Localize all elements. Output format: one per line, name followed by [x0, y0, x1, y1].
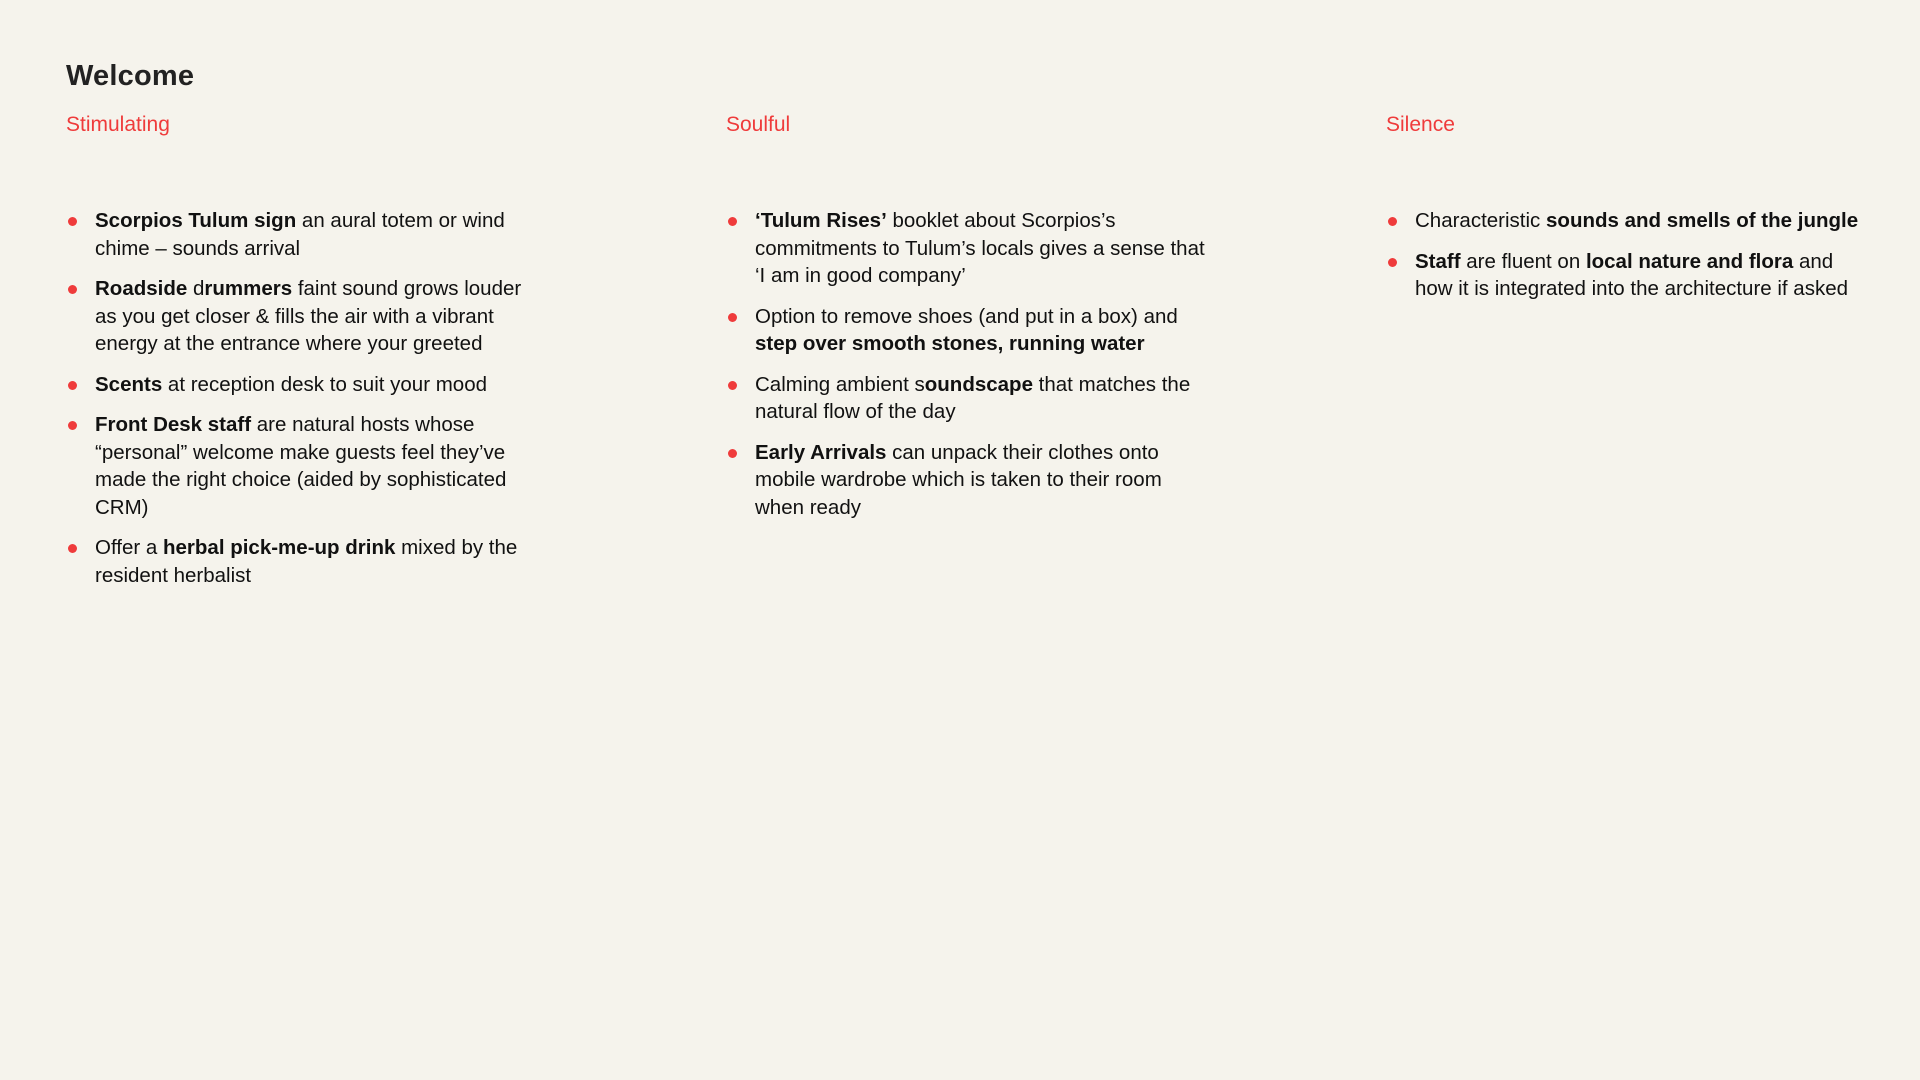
bold-text: herbal pick-me-up drink [163, 536, 396, 559]
list-item [1386, 207, 1866, 235]
body-text: that matches the natural flow of the day [755, 372, 1191, 423]
body-text: Characteristic [1415, 209, 1547, 232]
bullet-dot-icon [1388, 217, 1397, 226]
body-text: can unpack their clothes onto mobile wardrobe which is taken to their room when ready [755, 440, 1162, 519]
list-item [1386, 248, 1866, 303]
column-heading: Silence [1386, 113, 1455, 136]
bold-text: Staff [1415, 249, 1461, 273]
column-silence [1386, 110, 1866, 300]
body-text: d [187, 277, 205, 300]
list-item [726, 439, 1206, 522]
bold-text: sounds and smells of the jungle [1546, 209, 1859, 232]
bullet-dot-icon [68, 381, 77, 390]
body-text: an aural totem or wind chime – sounds arrival [95, 209, 505, 260]
body-text: at reception desk to suit your mood [162, 372, 487, 396]
bold-text: local nature and flora [1585, 249, 1794, 273]
bold-text: Roadside [95, 277, 188, 300]
list-item [726, 371, 1206, 426]
list-item [66, 275, 546, 358]
body-text: Calming ambient s [755, 372, 925, 396]
list-item [66, 534, 546, 589]
bold-text: oundscape [924, 372, 1033, 396]
bullet-dot-icon [1388, 258, 1397, 267]
list-item [66, 371, 546, 399]
bold-text: Scorpios Tulum sign [95, 209, 297, 232]
bullet-list [66, 207, 546, 602]
bullet-dot-icon [728, 381, 737, 390]
bold-text: step over smooth stones, running water [755, 332, 1145, 355]
body-text: mixed by the resident herbalist [95, 536, 518, 587]
body-text: are natural hosts whose “personal” welcome make guests feel they’ve made the right choice (aided by sophisticated CRM) [95, 413, 507, 519]
bullet-dot-icon [68, 217, 77, 226]
bold-text: Early Arrivals [755, 440, 887, 464]
bullet-dot-icon [68, 421, 77, 430]
body-text: Offer a [95, 536, 163, 559]
bold-text: rummers [204, 277, 293, 300]
bold-text: Front Desk staff [95, 413, 252, 436]
bold-text: Scents [95, 372, 163, 396]
column-heading: Soulful [726, 113, 791, 136]
bullet-dot-icon [68, 285, 77, 294]
bullet-list [1386, 207, 1866, 316]
bullet-dot-icon [728, 449, 737, 458]
body-text: faint sound grows louder as you get closer & fills the air with a vibrant energy at the entrance where your greeted [95, 277, 522, 355]
list-item [726, 303, 1206, 358]
list-item [66, 207, 546, 262]
column-heading: Stimulating [66, 113, 170, 136]
body-text: are fluent on [1460, 249, 1586, 273]
body-text: booklet about Scorpios’s commitments to Tulum’s locals gives a sense that ‘I am in good company’ [755, 209, 1205, 287]
bullet-dot-icon [728, 313, 737, 322]
body-text: Option to remove shoes (and put in a box) and [755, 304, 1178, 328]
column-stimulating [66, 110, 546, 587]
bold-text: ‘Tulum Rises’ [755, 209, 887, 232]
bullet-list [726, 207, 1206, 534]
list-item [726, 207, 1206, 290]
bullet-dot-icon [728, 217, 737, 226]
list-item [66, 411, 546, 521]
page-title: Welcome [66, 60, 195, 92]
body-text: and how it is integrated into the architecture if asked [1415, 249, 1849, 300]
bullet-dot-icon [68, 544, 77, 553]
column-soulful [726, 110, 1206, 519]
